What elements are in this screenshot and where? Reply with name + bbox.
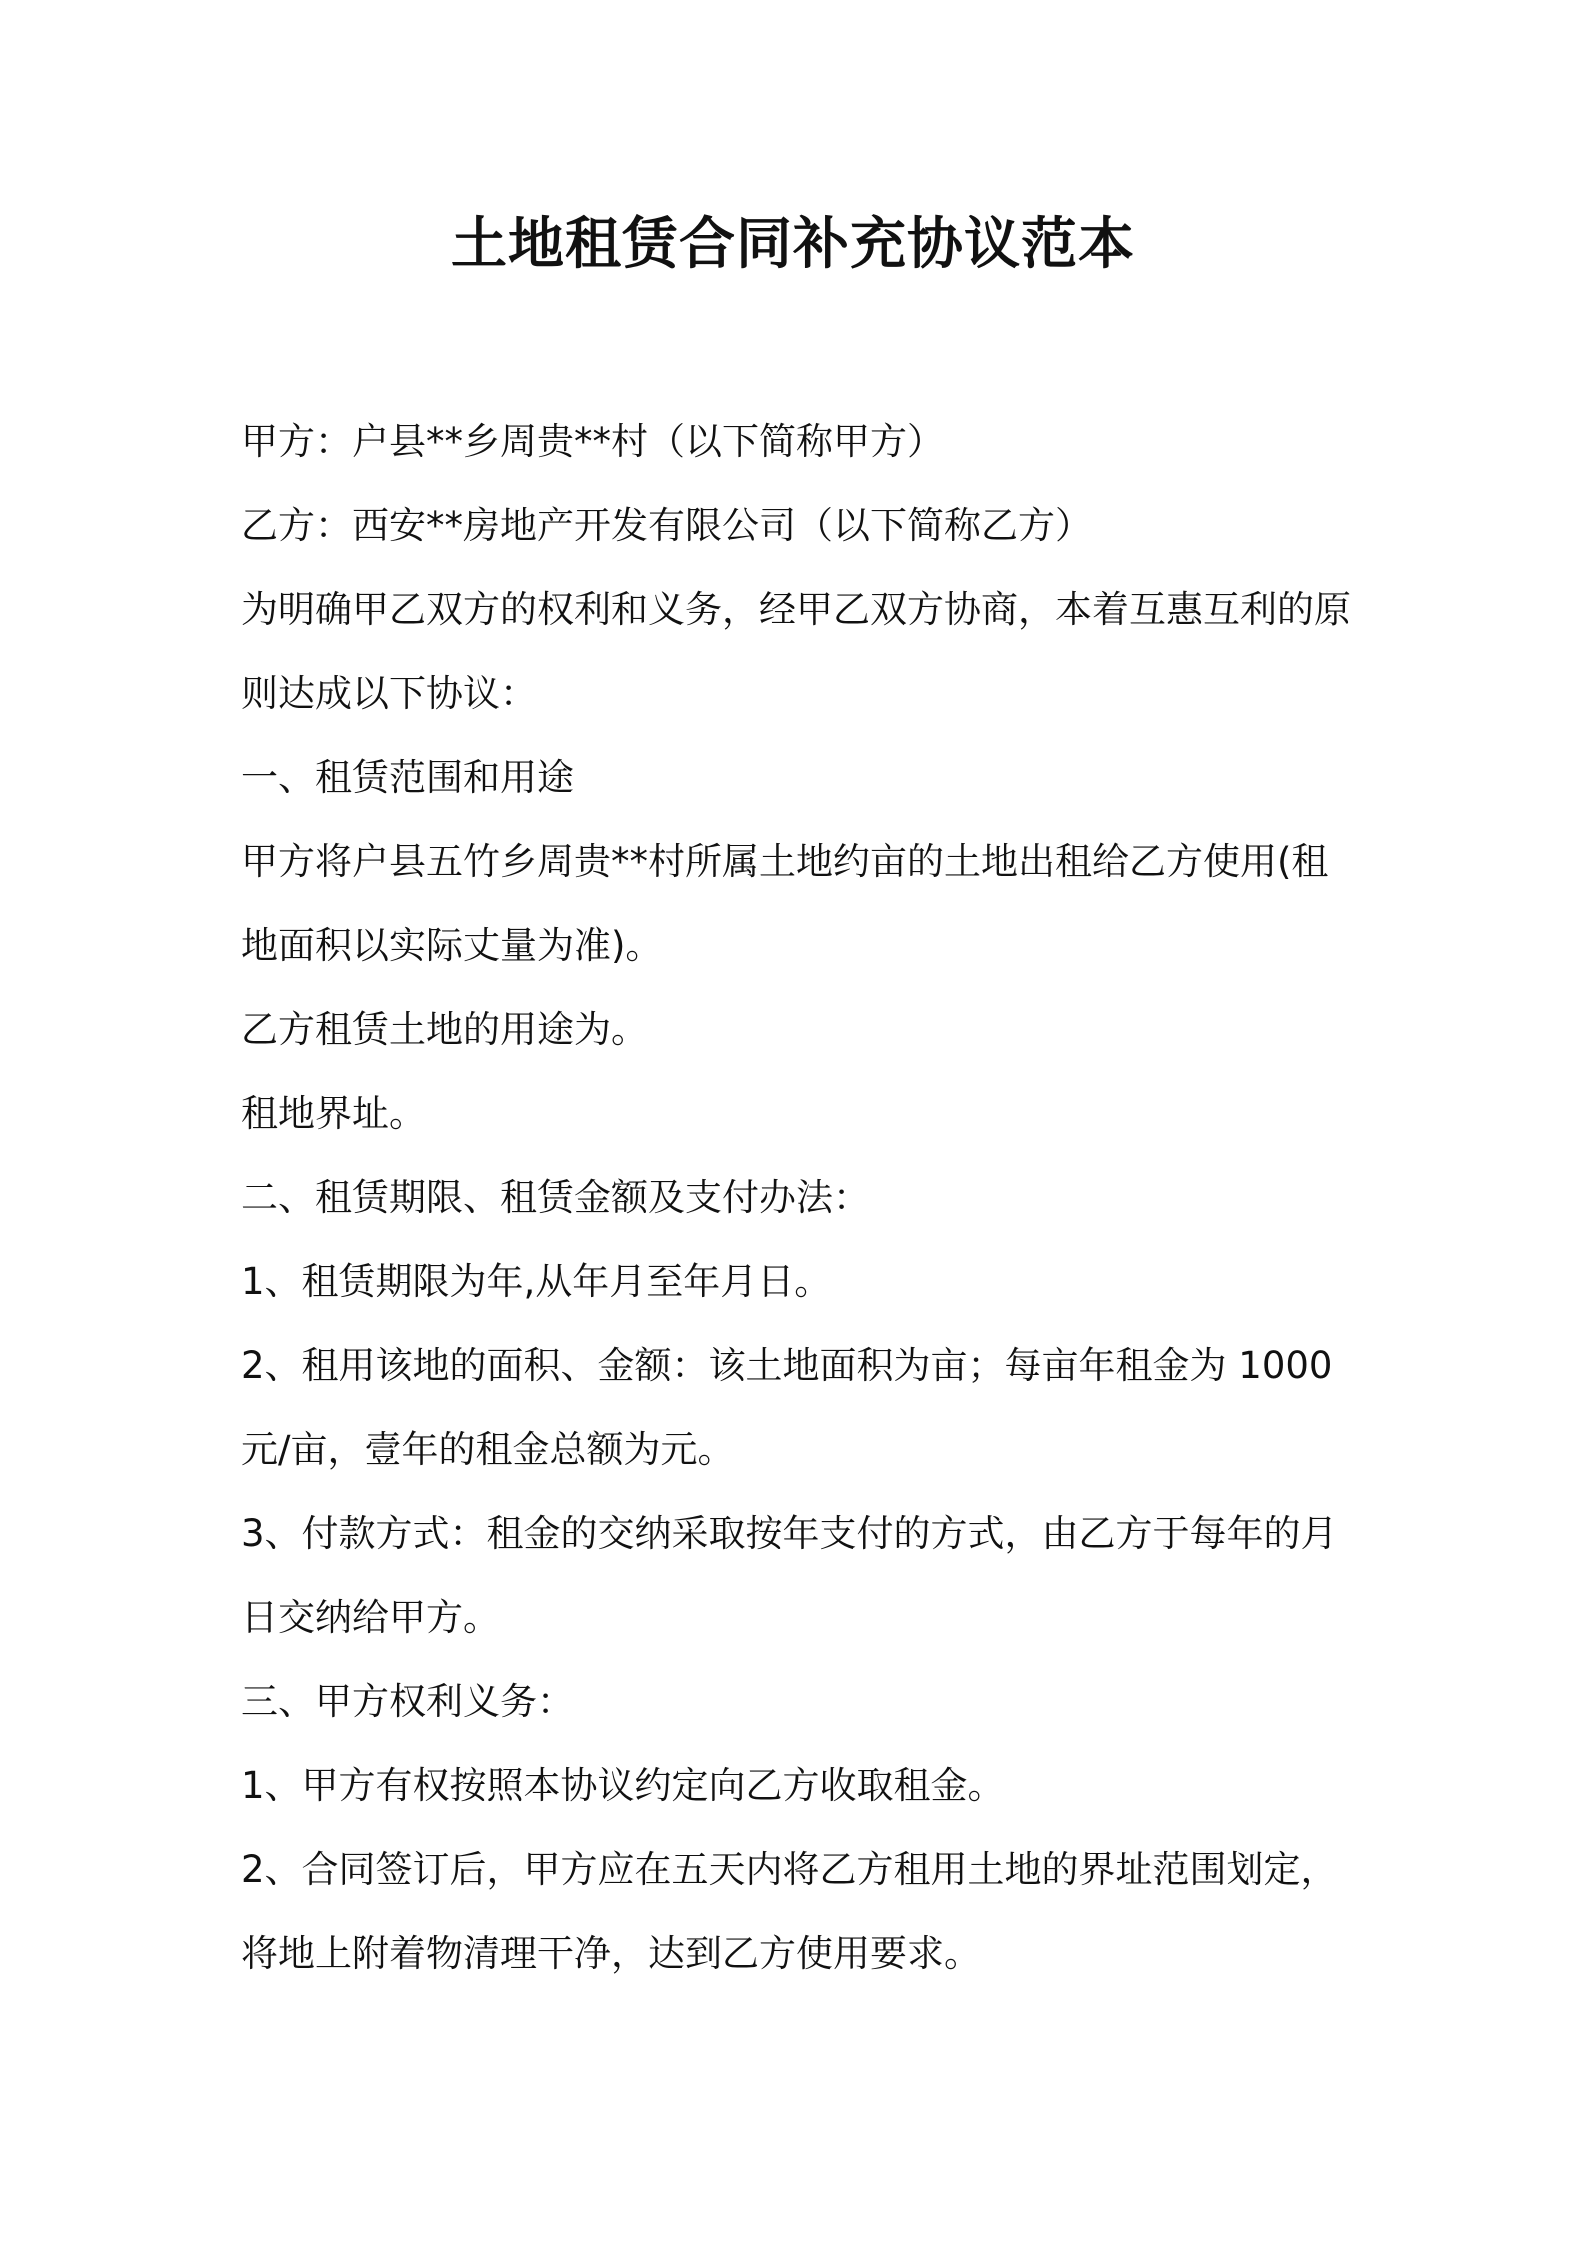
section-2-heading: 二、租赁期限、租赁金额及支付办法： (241, 1176, 870, 1219)
lease-term-line: 1、租赁期限为年,从年月至年月日。 (241, 1260, 832, 1303)
party-a-right-1: 1、甲方有权按照本协议约定向乙方收取租金。 (241, 1764, 1005, 1807)
preamble-line-1: 为明确甲乙双方的权利和义务，经甲乙双方协商，本着互惠互利的原 (241, 588, 1351, 631)
document-title: 土地租赁合同补充协议范本 (451, 212, 1135, 277)
payment-method-line-2: 日交纳给甲方。 (241, 1596, 500, 1639)
payment-method-line-1: 3、付款方式：租金的交纳采取按年支付的方式，由乙方于每年的月 (241, 1512, 1338, 1555)
rent-amount-line-2: 元/亩，壹年的租金总额为元。 (241, 1428, 735, 1471)
boundary-line: 租地界址。 (241, 1092, 426, 1135)
party-a-duty-2-line-2: 将地上附着物清理干净，达到乙方使用要求。 (241, 1932, 981, 1975)
party-a-duty-2-line-1: 2、合同签订后，甲方应在五天内将乙方租用土地的界址范围划定， (241, 1848, 1338, 1891)
party-a-line: 甲方：户县**乡周贵**村（以下简称甲方） (241, 420, 944, 463)
preamble-line-2: 则达成以下协议： (241, 672, 537, 715)
section-3-heading: 三、甲方权利义务： (241, 1680, 574, 1723)
rent-amount-line-1: 2、租用该地的面积、金额：该土地面积为亩；每亩年租金为 1000 (241, 1344, 1333, 1387)
section-1-heading: 一、租赁范围和用途 (241, 756, 574, 799)
document-body (241, 400, 1351, 1996)
section-1-paragraph-line-2: 地面积以实际丈量为准)。 (241, 924, 663, 967)
section-1-paragraph-line-1: 甲方将户县五竹乡周贵**村所属土地约亩的土地出租给乙方使用(租 (241, 840, 1329, 883)
party-b-line: 乙方：西安**房地产开发有限公司（以下简称乙方） (241, 504, 1092, 547)
land-use-line: 乙方租赁土地的用途为。 (241, 1008, 648, 1051)
